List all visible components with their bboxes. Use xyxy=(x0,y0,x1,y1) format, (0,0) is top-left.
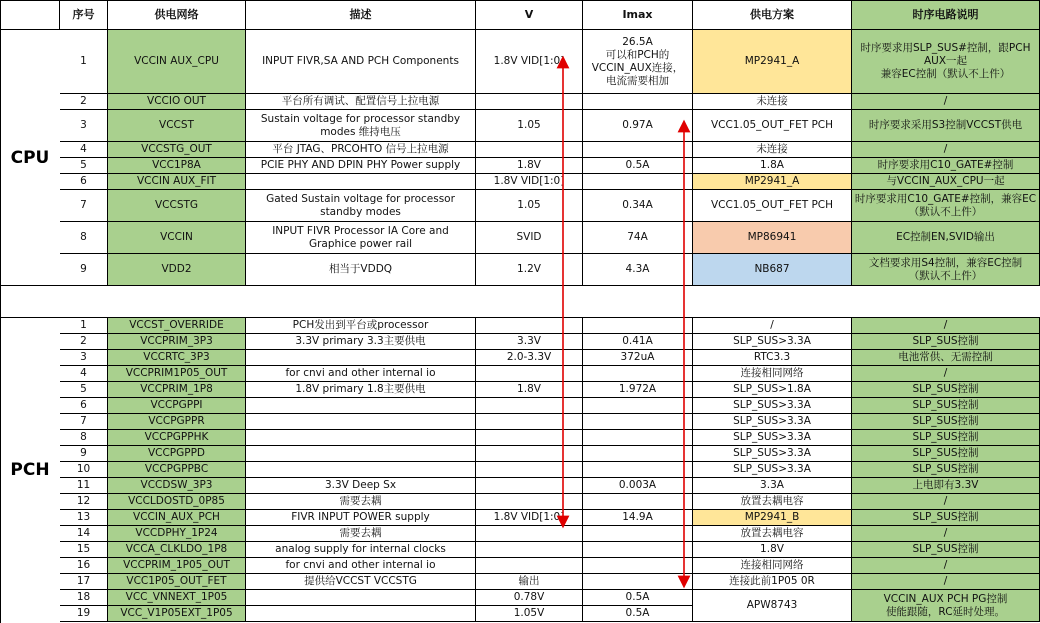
pch-row-18-supply-scheme: APW8743 xyxy=(693,590,852,622)
pch-row-11-description: 3.3V Deep Sx xyxy=(246,478,476,494)
pch-row-12-seq-no: 12 xyxy=(60,494,108,510)
pch-row-2-imax: 0.41A xyxy=(583,334,693,350)
cpu-row-6-supply-scheme: MP2941_A xyxy=(693,174,852,190)
pch-row-6-voltage xyxy=(476,398,583,414)
cpu-row-5-voltage: 1.8V xyxy=(476,158,583,174)
pch-row-18-seq-no: 18 xyxy=(60,590,108,606)
cpu-row-7-imax: 0.34A xyxy=(583,190,693,222)
pch-row-6-supply-scheme: SLP_SUS>3.3A xyxy=(693,398,852,414)
cpu-row-2-voltage xyxy=(476,94,583,110)
pch-row-5-seq-no: 5 xyxy=(60,382,108,398)
pch-row-5-voltage: 1.8V xyxy=(476,382,583,398)
pch-row-6-seq-no: 6 xyxy=(60,398,108,414)
pch-row-11-seq-no: 11 xyxy=(60,478,108,494)
cpu-row-4-supply-scheme: 未连接 xyxy=(693,142,852,158)
pch-row-18-net-name: VCC_VNNEXT_1P05 xyxy=(108,590,246,606)
pch-row-19-imax: 0.5A xyxy=(583,606,693,622)
group-label-pch: PCH xyxy=(10,460,50,480)
header-seq-no: 序号 xyxy=(60,0,108,30)
pch-row-16-voltage xyxy=(476,558,583,574)
pch-row-15-voltage xyxy=(476,542,583,558)
pch-row-13-description: FIVR INPUT POWER supply xyxy=(246,510,476,526)
pch-row-8-description xyxy=(246,430,476,446)
header-voltage: V xyxy=(476,0,583,30)
cpu-row-3-net-name: VCCST xyxy=(108,110,246,142)
pch-row-9-description xyxy=(246,446,476,462)
cpu-row-4-voltage xyxy=(476,142,583,158)
pch-row-16-imax xyxy=(583,558,693,574)
pch-row-4-voltage xyxy=(476,366,583,382)
pch-row-11-timing-note: 上电即有3.3V xyxy=(852,478,1040,494)
pch-row-1-supply-scheme: / xyxy=(693,318,852,334)
pch-row-17-timing-note: / xyxy=(852,574,1040,590)
pch-row-8-imax xyxy=(583,430,693,446)
cpu-row-2-net-name: VCCIO OUT xyxy=(108,94,246,110)
pch-row-12-net-name: VCCLDOSTD_0P85 xyxy=(108,494,246,510)
table-top-border xyxy=(0,0,1040,1)
pch-row-17-imax xyxy=(583,574,693,590)
pch-row-15-description: analog supply for internal clocks xyxy=(246,542,476,558)
pch-row-2-supply-scheme: SLP_SUS>3.3A xyxy=(693,334,852,350)
pch-row-9-voltage xyxy=(476,446,583,462)
pch-row-6-timing-note: SLP_SUS控制 xyxy=(852,398,1040,414)
pch-row-10-description xyxy=(246,462,476,478)
pch-row-14-supply-scheme: 放置去耦电容 xyxy=(693,526,852,542)
pch-row-14-timing-note: / xyxy=(852,526,1040,542)
pch-row-7-imax xyxy=(583,414,693,430)
pch-row-1-seq-no: 1 xyxy=(60,318,108,334)
cpu-row-8-seq-no: 8 xyxy=(60,222,108,254)
cpu-row-1-timing-note: 时序要求用SLP_SUS#控制，跟PCH AUX一起 兼容EC控制（默认不上件） xyxy=(852,30,1040,94)
pch-row-3-net-name: VCCRTC_3P3 xyxy=(108,350,246,366)
pch-top-border xyxy=(0,317,1040,318)
pch-row-15-imax xyxy=(583,542,693,558)
cpu-row-5-imax: 0.5A xyxy=(583,158,693,174)
pch-row-3-timing-note: 电池常供、无需控制 xyxy=(852,350,1040,366)
pch-row-6-description xyxy=(246,398,476,414)
pch-row-4-seq-no: 4 xyxy=(60,366,108,382)
pch-row-14-net-name: VCCDPHY_1P24 xyxy=(108,526,246,542)
pch-row-5-timing-note: SLP_SUS控制 xyxy=(852,382,1040,398)
pch-row-12-description: 需要去耦 xyxy=(246,494,476,510)
cpu-row-8-timing-note: EC控制EN,SVID输出 xyxy=(852,222,1040,254)
pch-row-10-supply-scheme: SLP_SUS>3.3A xyxy=(693,462,852,478)
pch-row-7-timing-note: SLP_SUS控制 xyxy=(852,414,1040,430)
pch-row-19-seq-no: 19 xyxy=(60,606,108,622)
pch-row-2-description: 3.3V primary 3.3主要供电 xyxy=(246,334,476,350)
pch-row-1-voltage xyxy=(476,318,583,334)
pch-row-14-voltage xyxy=(476,526,583,542)
header-description: 描述 xyxy=(246,0,476,30)
pch-row-6-imax xyxy=(583,398,693,414)
pch-row-15-net-name: VCCA_CLKLDO_1P8 xyxy=(108,542,246,558)
cpu-row-7-description: Gated Sustain voltage for processor standby modes xyxy=(246,190,476,222)
cpu-row-4-timing-note: / xyxy=(852,142,1040,158)
pch-row-6-net-name: VCCPGPPI xyxy=(108,398,246,414)
pch-row-9-seq-no: 9 xyxy=(60,446,108,462)
cpu-row-1-voltage: 1.8V VID[1:0] xyxy=(476,30,583,94)
cpu-row-5-net-name: VCC1P8A xyxy=(108,158,246,174)
cpu-row-6-net-name: VCCIN AUX_FIT xyxy=(108,174,246,190)
cpu-row-5-seq-no: 5 xyxy=(60,158,108,174)
cpu-row-8-description: INPUT FIVR Processor IA Core and Graphice power rail xyxy=(246,222,476,254)
pch-row-7-supply-scheme: SLP_SUS>3.3A xyxy=(693,414,852,430)
pch-row-13-seq-no: 13 xyxy=(60,510,108,526)
pch-row-17-net-name: VCC1P05_OUT_FET xyxy=(108,574,246,590)
cpu-row-9-seq-no: 9 xyxy=(60,254,108,286)
pch-row-17-supply-scheme: 连接此前1P05 0R xyxy=(693,574,852,590)
pch-row-18-imax: 0.5A xyxy=(583,590,693,606)
cpu-row-9-timing-note: 文档要求用S4控制，兼容EC控制 （默认不上件） xyxy=(852,254,1040,286)
pch-row-15-seq-no: 15 xyxy=(60,542,108,558)
pch-row-7-voltage xyxy=(476,414,583,430)
cpu-row-7-voltage: 1.05 xyxy=(476,190,583,222)
header-imax: Imax xyxy=(583,0,693,30)
cpu-row-3-imax: 0.97A xyxy=(583,110,693,142)
cpu-row-8-imax: 74A xyxy=(583,222,693,254)
cpu-row-1-imax: 26.5A 可以和PCH的 VCCIN_AUX连接， 电流需要相加 xyxy=(583,30,693,94)
cpu-row-6-imax xyxy=(583,174,693,190)
cpu-row-2-description: 平台所有调试、配置信号上拉电源 xyxy=(246,94,476,110)
pch-row-5-imax: 1.972A xyxy=(583,382,693,398)
pch-row-9-timing-note: SLP_SUS控制 xyxy=(852,446,1040,462)
pch-row-16-timing-note: / xyxy=(852,558,1040,574)
pch-row-16-seq-no: 16 xyxy=(60,558,108,574)
pch-row-16-description: for cnvi and other internal io xyxy=(246,558,476,574)
cpu-row-6-voltage: 1.8V VID[1:0] xyxy=(476,174,583,190)
cpu-group-bottom-border xyxy=(0,285,60,286)
pch-row-4-net-name: VCCPRIM1P05_OUT xyxy=(108,366,246,382)
table-left-border xyxy=(0,0,1,623)
pch-row-12-timing-note: / xyxy=(852,494,1040,510)
cpu-row-4-description: 平台 JTAG、PRCOHTO 信号上拉电源 xyxy=(246,142,476,158)
cpu-row-9-voltage: 1.2V xyxy=(476,254,583,286)
pch-row-1-imax xyxy=(583,318,693,334)
cpu-row-7-supply-scheme: VCC1.05_OUT_FET PCH xyxy=(693,190,852,222)
cpu-row-2-imax xyxy=(583,94,693,110)
cpu-row-8-net-name: VCCIN xyxy=(108,222,246,254)
pch-row-12-supply-scheme: 放置去耦电容 xyxy=(693,494,852,510)
pch-row-1-net-name: VCCST_OVERRIDE xyxy=(108,318,246,334)
pch-row-8-seq-no: 8 xyxy=(60,430,108,446)
cpu-row-9-description: 相当于VDDQ xyxy=(246,254,476,286)
cpu-row-5-timing-note: 时序要求用C10_GATE#控制 xyxy=(852,158,1040,174)
pch-row-15-timing-note: SLP_SUS控制 xyxy=(852,542,1040,558)
pch-row-16-net-name: VCCPRIM_1P05_OUT xyxy=(108,558,246,574)
pch-row-3-imax: 372uA xyxy=(583,350,693,366)
pch-row-5-supply-scheme: SLP_SUS>1.8A xyxy=(693,382,852,398)
header-supply-scheme: 供电方案 xyxy=(693,0,852,30)
cpu-row-2-supply-scheme: 未连接 xyxy=(693,94,852,110)
pch-row-12-voltage xyxy=(476,494,583,510)
cpu-row-8-supply-scheme: MP86941 xyxy=(693,222,852,254)
group-label-cpu: CPU xyxy=(10,148,50,168)
pch-row-13-voltage: 1.8V VID[1:0] xyxy=(476,510,583,526)
pch-row-9-net-name: VCCPGPPD xyxy=(108,446,246,462)
cpu-row-7-seq-no: 7 xyxy=(60,190,108,222)
pch-row-14-description: 需要去耦 xyxy=(246,526,476,542)
cpu-row-3-supply-scheme: VCC1.05_OUT_FET PCH xyxy=(693,110,852,142)
pch-row-10-voltage xyxy=(476,462,583,478)
pch-row-3-seq-no: 3 xyxy=(60,350,108,366)
pch-row-10-seq-no: 10 xyxy=(60,462,108,478)
cpu-row-7-timing-note: 时序要求用C10_GATE#控制，兼容EC（默认不上件） xyxy=(852,190,1040,222)
cpu-row-8-voltage: SVID xyxy=(476,222,583,254)
pch-row-19-description xyxy=(246,606,476,622)
cpu-row-2-seq-no: 2 xyxy=(60,94,108,110)
pch-row-17-voltage: 输出 xyxy=(476,574,583,590)
pch-row-2-seq-no: 2 xyxy=(60,334,108,350)
cpu-row-9-net-name: VDD2 xyxy=(108,254,246,286)
pch-row-4-timing-note: / xyxy=(852,366,1040,382)
pch-row-9-imax xyxy=(583,446,693,462)
pch-row-16-supply-scheme: 连接相同网络 xyxy=(693,558,852,574)
cpu-row-6-description xyxy=(246,174,476,190)
pch-row-19-net-name: VCC_V1P05EXT_1P05 xyxy=(108,606,246,622)
pch-row-4-imax xyxy=(583,366,693,382)
pch-row-17-description: 提供给VCCST VCCSTG xyxy=(246,574,476,590)
pch-row-13-net-name: VCCIN_AUX_PCH xyxy=(108,510,246,526)
pch-row-13-supply-scheme: MP2941_B xyxy=(693,510,852,526)
pch-row-3-supply-scheme: RTC3.3 xyxy=(693,350,852,366)
pch-row-8-voltage xyxy=(476,430,583,446)
pch-row-19-voltage: 1.05V xyxy=(476,606,583,622)
pch-row-10-timing-note: SLP_SUS控制 xyxy=(852,462,1040,478)
cpu-row-3-seq-no: 3 xyxy=(60,110,108,142)
cpu-row-3-voltage: 1.05 xyxy=(476,110,583,142)
cpu-row-1-description: INPUT FIVR,SA AND PCH Components xyxy=(246,30,476,94)
header-net-name: 供电网络 xyxy=(108,0,246,30)
pch-row-9-supply-scheme: SLP_SUS>3.3A xyxy=(693,446,852,462)
pch-row-8-supply-scheme: SLP_SUS>3.3A xyxy=(693,430,852,446)
cpu-row-7-net-name: VCCSTG xyxy=(108,190,246,222)
pch-row-2-timing-note: SLP_SUS控制 xyxy=(852,334,1040,350)
pch-row-11-imax: 0.003A xyxy=(583,478,693,494)
cpu-row-4-imax xyxy=(583,142,693,158)
pch-row-1-timing-note: / xyxy=(852,318,1040,334)
cpu-row-1-seq-no: 1 xyxy=(60,30,108,94)
pch-row-5-net-name: VCCPRIM_1P8 xyxy=(108,382,246,398)
pch-row-18-timing-note: VCCIN_AUX PCH PG控制 使能跟随，RC延时处理。 xyxy=(852,590,1040,622)
pch-row-2-net-name: VCCPRIM_3P3 xyxy=(108,334,246,350)
cpu-row-6-timing-note: 与VCCIN_AUX_CPU一起 xyxy=(852,174,1040,190)
header-group-blank xyxy=(0,0,60,30)
pch-row-14-imax xyxy=(583,526,693,542)
cpu-row-4-net-name: VCCSTG_OUT xyxy=(108,142,246,158)
cpu-row-6-seq-no: 6 xyxy=(60,174,108,190)
pch-row-3-voltage: 2.0-3.3V xyxy=(476,350,583,366)
pch-row-10-net-name: VCCPGPPBC xyxy=(108,462,246,478)
pch-row-17-seq-no: 17 xyxy=(60,574,108,590)
cpu-row-3-description: Sustain voltage for processor standby modes 维持电压 xyxy=(246,110,476,142)
cpu-row-2-timing-note: / xyxy=(852,94,1040,110)
pch-row-14-seq-no: 14 xyxy=(60,526,108,542)
cpu-row-3-timing-note: 时序要求采用S3控制VCCST供电 xyxy=(852,110,1040,142)
pch-row-2-voltage: 3.3V xyxy=(476,334,583,350)
pch-row-13-imax: 14.9A xyxy=(583,510,693,526)
pch-row-18-voltage: 0.78V xyxy=(476,590,583,606)
pch-row-10-imax xyxy=(583,462,693,478)
pch-row-5-description: 1.8V primary 1.8主要供电 xyxy=(246,382,476,398)
header-timing-note: 时序电路说明 xyxy=(852,0,1040,30)
pch-row-15-supply-scheme: 1.8V xyxy=(693,542,852,558)
cpu-row-9-imax: 4.3A xyxy=(583,254,693,286)
pch-row-1-description: PCH发出到平台或processor xyxy=(246,318,476,334)
cpu-row-9-supply-scheme: NB687 xyxy=(693,254,852,286)
pch-row-12-imax xyxy=(583,494,693,510)
cpu-row-4-seq-no: 4 xyxy=(60,142,108,158)
pch-row-11-supply-scheme: 3.3A xyxy=(693,478,852,494)
pch-row-11-voltage xyxy=(476,478,583,494)
cpu-row-5-supply-scheme: 1.8A xyxy=(693,158,852,174)
pch-row-8-net-name: VCCPGPPHK xyxy=(108,430,246,446)
pch-row-4-supply-scheme: 连接相同网络 xyxy=(693,366,852,382)
cpu-row-5-description: PCIE PHY AND DPIN PHY Power supply xyxy=(246,158,476,174)
pch-row-8-timing-note: SLP_SUS控制 xyxy=(852,430,1040,446)
pch-row-3-description xyxy=(246,350,476,366)
pch-row-7-net-name: VCCPGPPR xyxy=(108,414,246,430)
pch-row-11-net-name: VCCDSW_3P3 xyxy=(108,478,246,494)
pch-row-13-timing-note: SLP_SUS控制 xyxy=(852,510,1040,526)
pch-row-18-description xyxy=(246,590,476,606)
pch-row-4-description: for cnvi and other internal io xyxy=(246,366,476,382)
cpu-row-1-supply-scheme: MP2941_A xyxy=(693,30,852,94)
pch-row-7-description xyxy=(246,414,476,430)
cpu-row-1-net-name: VCCIN AUX_CPU xyxy=(108,30,246,94)
pch-row-7-seq-no: 7 xyxy=(60,414,108,430)
